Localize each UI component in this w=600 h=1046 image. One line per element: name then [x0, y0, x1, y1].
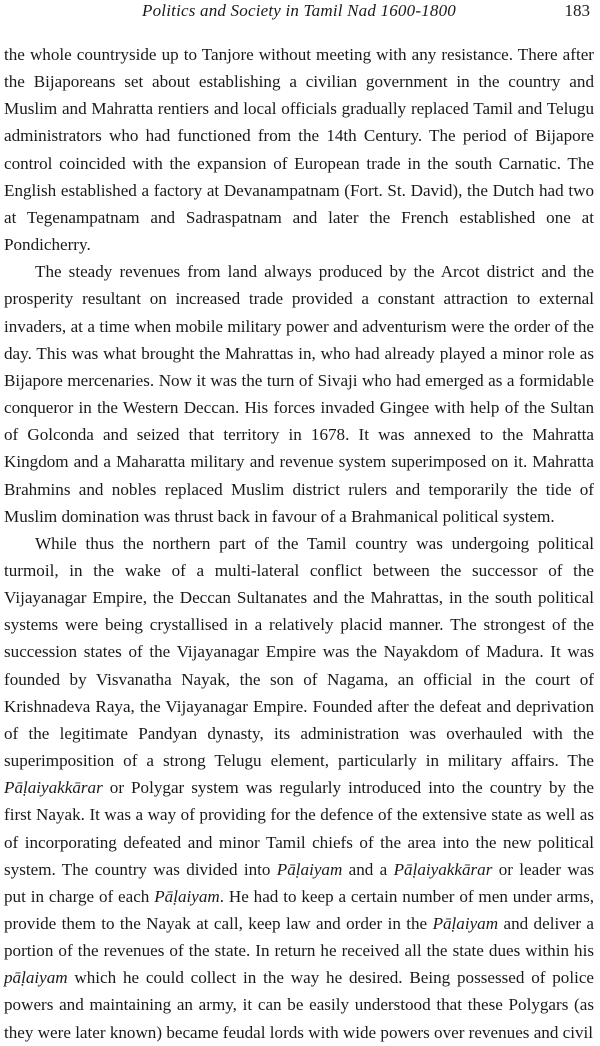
text-run: While thus the northern part of the Tamil country was undergoing political turmoil, in the wake of a multi-lateral conflict between the successor of the Vijayanagar Empire, the Deccan Sultanates and the Mahrattas, in the south political systems were being crystallised in a relatively placid manner. The strongest of the succession states of the Vijayanagar Empire was the Nayakdom of Madura. It was founded by Visvanatha Nayak, the son of Nagama, an official in the court of Krishnadeva Raya, the Vijayanagar Empire. Founded after the defeat and deprivation of the legitimate Pandyan dynasty, its administration was overhauled with the superimposition of a strong Telugu element, particularly in military affairs. The [4, 533, 594, 771]
paragraph [4, 41, 594, 258]
text-run: or Polygar system was regularly introduced into the country by the first Nayak. It was a way of providing for the defence of the extensive state as well as of incorporating defeated and minor Tamil chiefs of the area into the new political system. The country was divided into [4, 778, 594, 879]
paragraph [4, 258, 594, 530]
text-run: The steady revenues from land always produced by the Arcot district and the prosperity resultant on increased trade provided a constant attraction to external invaders, at a time when mobile military power and adventurism were the order of the day. This was what brought the Mahrattas in, who had already played a minor role as Bijapore mercenaries. Now it was the turn of Sivaji who had emerged as a formidable conqueror in the Western Deccan. His forces invaded Gingee with help of the Sultan of Golconda and seized that territory in 1678. It was annexed to the Mahratta Kingdom and a Maharatta military and revenue system superimposed on it. Mahratta Brahmins and nobles replaced Muslim district rulers and temporarily the tide of Muslim domination was thrust back in favour of a Brahmanical political system. [4, 262, 594, 526]
text-run: which he could collect in the way he desired. Being possessed of police powers and maintaining an army, it can be easily understood that these Polygars (as they were later known) became feudal lords with wide powers over revenues and civil [4, 968, 594, 1042]
italic-term: Pāḷaiyakkārar [393, 859, 493, 879]
text-run: or leader was put in charge of each [4, 859, 594, 906]
text-run: the whole countryside up to Tanjore without meeting with any resistance. There after the Bijaporeans set about establishing a civilian government in the country and Muslim and Mahratta rentiers and local officials gradually replaced Tamil and Telugu administrators who had functioned from the 14th Century. The period of Bijapore control coincided with the expansion of European trade in the south Carnatic. The English established a factory at Devanampatnam (Fort. St. David), the Dutch had two at Tegenampatnam and Sadraspatnam and later the French established one at Pondicherry. [4, 45, 594, 255]
italic-term: Pāḷaiyakkārar [4, 778, 103, 798]
body-text [4, 41, 594, 1046]
running-head [4, 0, 594, 30]
running-title: Politics and Society in Tamil Nad 1600-1800 [142, 1, 456, 20]
page-number: 183 [564, 1, 590, 20]
text-run: and a [342, 859, 394, 879]
italic-term: Pāḷaiyam [154, 886, 220, 906]
paragraph [4, 530, 594, 1046]
italic-term: pāḷaiyam [4, 968, 68, 988]
text-run: . He had to keep a certain number of men under arms, provide them to the Nayak at call, keep law and order in the [4, 886, 594, 933]
text-run: and deliver a portion of the revenues of the state. In return he received all the state dues within his [4, 914, 595, 961]
italic-term: Pāḷaiyam [276, 859, 343, 879]
italic-term: Pāḷaiyam [432, 914, 499, 933]
